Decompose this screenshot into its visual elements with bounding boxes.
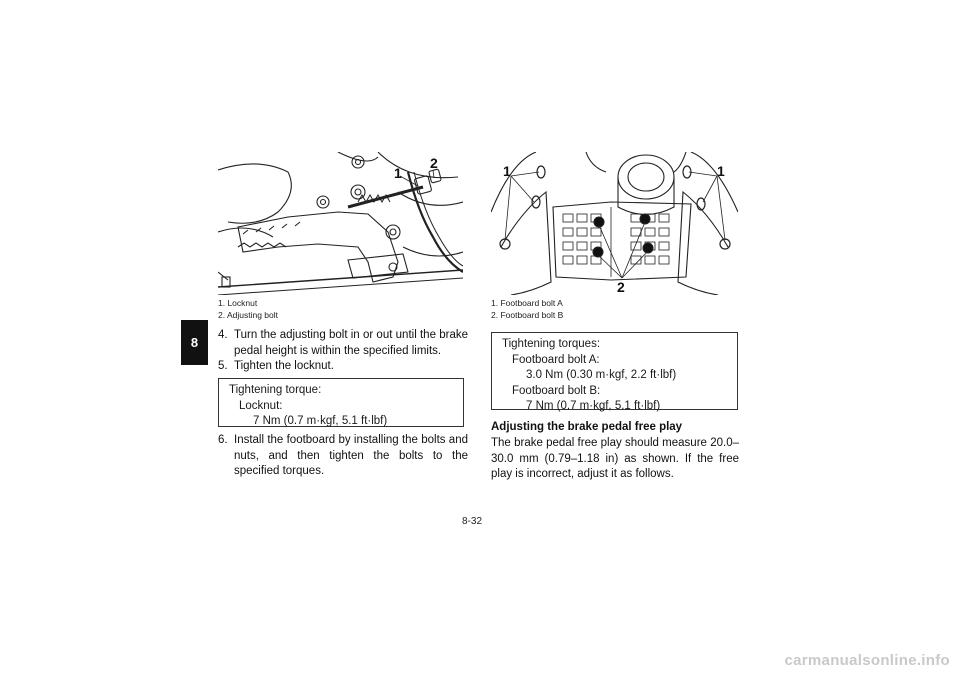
torque-title: Tightening torques: bbox=[502, 338, 601, 350]
step-5 bbox=[218, 359, 468, 375]
step-text: Install the footboard by installing the bolts and nuts, and then tighten the bolts to the specified torques. bbox=[234, 434, 468, 477]
brake-pedal-illustration bbox=[218, 152, 463, 295]
left-figure-caption bbox=[218, 297, 278, 321]
footer-watermark[interactable]: carmanualsonline.info bbox=[784, 652, 950, 669]
torque-item-a: Footboard bolt A: bbox=[512, 353, 600, 366]
left-torque-box bbox=[218, 378, 464, 427]
torque-item: Locknut: bbox=[239, 399, 283, 412]
step-number: 5. bbox=[218, 360, 228, 372]
torque-title: Tightening torque: bbox=[229, 384, 322, 396]
callout-1: 1 bbox=[394, 165, 402, 181]
callout-1-left: 1 bbox=[503, 163, 511, 179]
callout-2: 2 bbox=[617, 279, 625, 295]
torque-value: 7 Nm (0.7 m·kgf, 5.1 ft·lbf) bbox=[253, 415, 388, 427]
step-4 bbox=[218, 328, 468, 359]
step-text: Turn the adjusting bolt in or out until the brake pedal height is within the specified limits. bbox=[234, 329, 468, 357]
step-6 bbox=[218, 433, 468, 480]
caption-footboard-bolt-b: 2. Footboard bolt B bbox=[491, 310, 564, 320]
page-number: 8-32 bbox=[462, 516, 483, 527]
right-figure-caption bbox=[491, 297, 563, 321]
callout-2: 2 bbox=[430, 155, 438, 171]
torque-value-a: 3.0 Nm (0.30 m·kgf, 2.2 ft·lbf) bbox=[526, 369, 677, 381]
torque-value-b: 7 Nm (0.7 m·kgf, 5.1 ft·lbf) bbox=[526, 400, 661, 412]
step-text: Tighten the locknut. bbox=[234, 360, 334, 372]
step-number: 4. bbox=[218, 329, 228, 341]
caption-locknut: 1. Locknut bbox=[218, 298, 258, 308]
caption-footboard-bolt-a: 1. Footboard bolt A bbox=[491, 298, 563, 308]
caption-adjusting-bolt: 2. Adjusting bolt bbox=[218, 310, 279, 320]
callout-1-right: 1 bbox=[717, 163, 725, 179]
right-torque-box bbox=[491, 332, 738, 410]
torque-item-b: Footboard bolt B: bbox=[512, 384, 601, 397]
step-number: 6. bbox=[218, 434, 228, 446]
section-paragraph: The brake pedal free play should measure 20.0–30.0 mm (0.79–1.18 in) as shown. If the free play is incorrect, adjust it as follows. bbox=[491, 437, 739, 480]
section-tab: 8 bbox=[181, 320, 208, 365]
section-heading: Adjusting the brake pedal free play bbox=[491, 421, 683, 433]
footboard-illustration bbox=[491, 152, 738, 295]
